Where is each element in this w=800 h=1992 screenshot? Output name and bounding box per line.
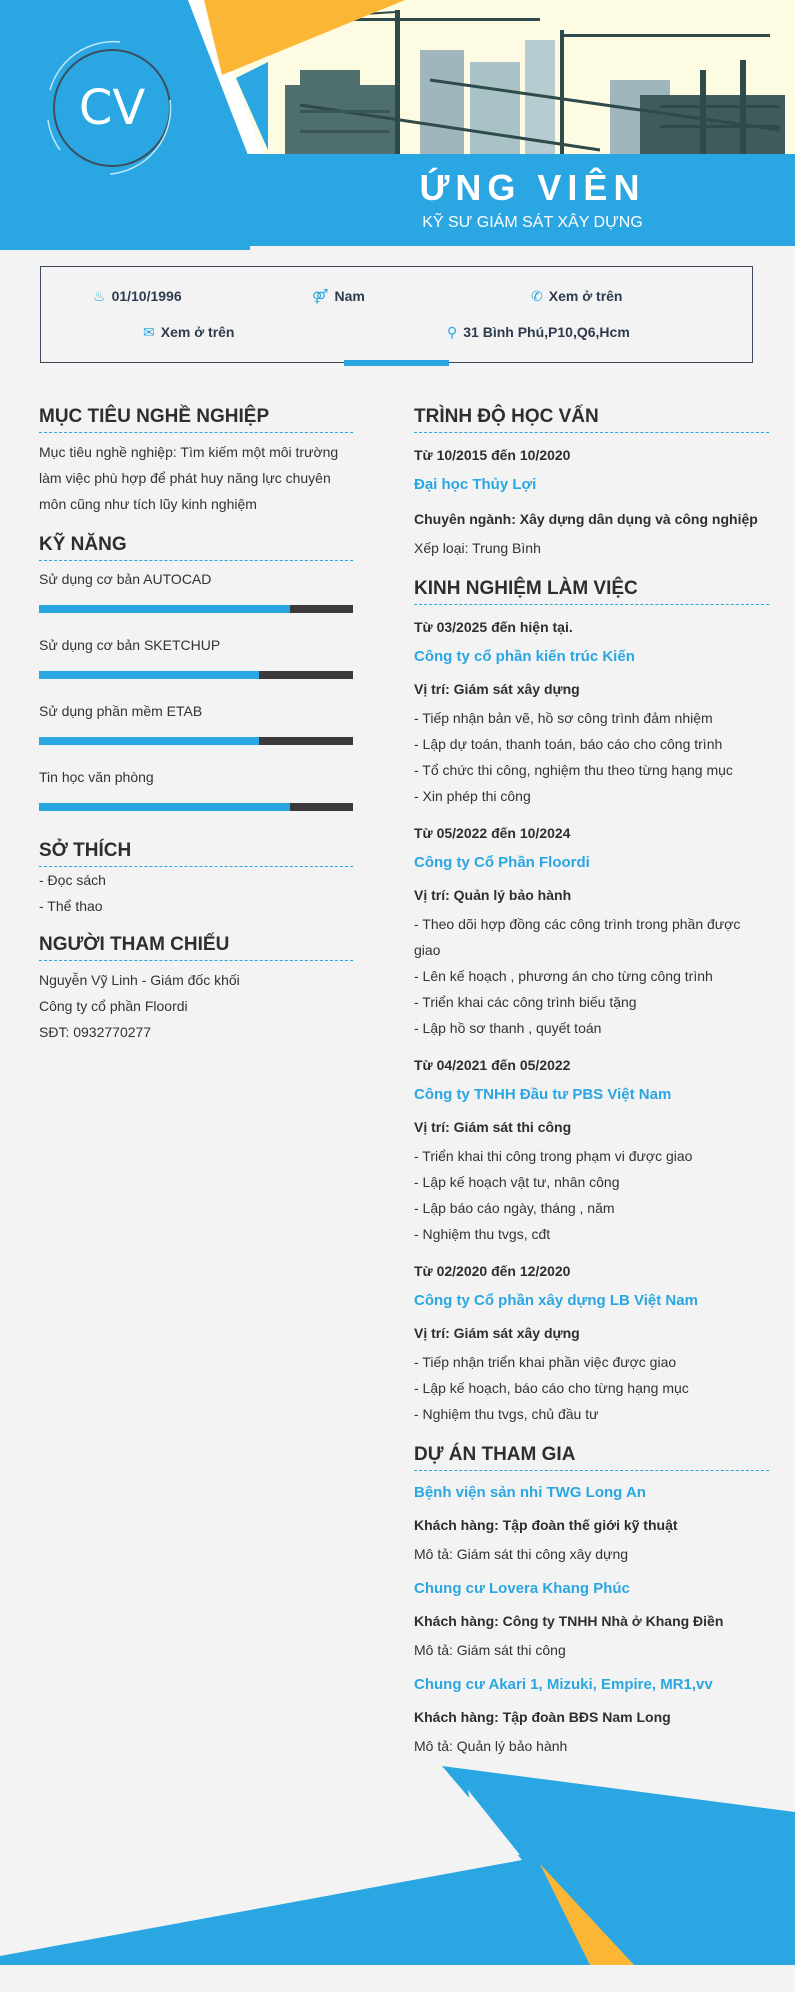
personal-info-box <box>40 266 753 363</box>
gender-value: Nam <box>334 288 365 304</box>
right-column <box>414 405 769 1759</box>
job-task: - Lên kế hoạch , phương án cho từng công trình <box>414 968 713 984</box>
skill-item <box>39 569 353 613</box>
project-entry <box>414 1675 769 1759</box>
skill-bar <box>39 605 353 613</box>
projects-list <box>414 1483 769 1759</box>
project-client: Khách hàng: Công ty TNHH Nhà ở Khang Điền <box>414 1613 724 1629</box>
job-period: Từ 05/2022 đến 10/2024 <box>414 825 571 841</box>
birthday-cake-icon: ♨ <box>93 288 106 304</box>
skill-bar-fill <box>39 671 259 679</box>
section-title-education: TRÌNH ĐỘ HỌC VẤN <box>414 405 769 433</box>
job-position: Vị trí: Giám sát thi công <box>414 1119 572 1135</box>
job-position: Vị trí: Giám sát xây dựng <box>414 681 580 697</box>
job-entry <box>414 1055 769 1247</box>
job-task: - Theo dõi hợp đồng các công trình trong phần được giao <box>414 916 741 958</box>
job-task: - Nghiệm thu tvgs, chủ đầu tư <box>414 1406 599 1422</box>
email-info <box>143 323 235 341</box>
skill-name: Sử dụng phần mềm ETAB <box>39 703 203 719</box>
skill-name: Sử dụng cơ bản AUTOCAD <box>39 571 212 587</box>
hobby-item: - Thể thao <box>39 898 103 914</box>
section-title-references: NGƯỜI THAM CHIẾU <box>39 933 353 961</box>
job-tasks <box>414 911 769 1041</box>
skills-list <box>39 569 353 811</box>
hobbies-section <box>39 839 353 919</box>
project-client: Khách hàng: Tập đoàn BĐS Nam Long <box>414 1709 671 1725</box>
education-school: Đại học Thủy Lợi <box>414 476 537 493</box>
skill-bar-fill <box>39 737 259 745</box>
email-value: Xem ở trên <box>160 324 235 340</box>
skill-bar-fill <box>39 803 290 811</box>
left-column <box>39 405 353 1045</box>
reference-line: SĐT: 0932770277 <box>39 1024 152 1040</box>
project-entry <box>414 1579 769 1663</box>
envelope-icon: ✉ <box>143 324 155 340</box>
job-company: Công ty TNHH Đầu tư PBS Việt Nam <box>414 1086 672 1103</box>
skills-section <box>39 533 353 811</box>
skill-name: Sử dụng cơ bản SKETCHUP <box>39 637 221 653</box>
cv-logo: CV <box>78 80 146 136</box>
projects-section <box>414 1443 769 1759</box>
map-marker-icon: ⚲ <box>447 324 458 340</box>
phone-icon: ✆ <box>531 288 543 304</box>
project-desc: Mô tả: Giám sát thi công xây dựng <box>414 1546 629 1562</box>
address-info <box>447 323 630 341</box>
job-period: Từ 03/2025 đến hiện tại. <box>414 619 573 635</box>
experience-section <box>414 577 769 1427</box>
skill-bar-fill <box>39 605 290 613</box>
job-task: - Tổ chức thi công, nghiệm thu theo từng hạng mục <box>414 762 733 778</box>
objective-section <box>39 405 353 517</box>
references-list <box>39 967 353 1045</box>
phone-info <box>531 287 623 305</box>
project-name: Bệnh viện sản nhi TWG Long An <box>414 1484 646 1501</box>
job-position: Vị trí: Giám sát xây dựng <box>414 1325 580 1341</box>
job-entry <box>414 1261 769 1427</box>
job-task: - Lập kế hoạch vật tư, nhân công <box>414 1174 620 1190</box>
project-desc: Mô tả: Quản lý bảo hành <box>414 1738 568 1754</box>
job-title: KỸ SƯ GIÁM SÁT XÂY DỰNG <box>422 214 643 231</box>
gender-info <box>312 287 365 305</box>
hobby-item: - Đọc sách <box>39 872 106 888</box>
job-period: Từ 02/2020 đến 12/2020 <box>414 1263 571 1279</box>
project-client: Khách hàng: Tập đoàn thế giới kỹ thuật <box>414 1517 678 1533</box>
job-task: - Lập kế hoạch, báo cáo cho từng hạng mục <box>414 1380 689 1396</box>
project-name: Chung cư Lovera Khang Phúc <box>414 1580 630 1597</box>
header <box>0 0 795 250</box>
project-entry <box>414 1483 769 1567</box>
education-period: Từ 10/2015 đến 10/2020 <box>414 447 571 463</box>
job-entry <box>414 617 769 809</box>
skill-bar <box>39 803 353 811</box>
skill-bar <box>39 671 353 679</box>
job-tasks <box>414 1143 769 1247</box>
job-task: - Triển khai thi công trong phạm vi được giao <box>414 1148 693 1164</box>
job-tasks <box>414 1349 769 1427</box>
skill-item <box>39 767 353 811</box>
skill-name: Tin học văn phòng <box>39 769 154 785</box>
job-position: Vị trí: Quản lý bảo hành <box>414 887 572 903</box>
jobs-list <box>414 617 769 1427</box>
skill-item <box>39 701 353 745</box>
section-title-experience: KINH NGHIỆM LÀM VIỆC <box>414 577 769 605</box>
birthday-value: 01/10/1996 <box>111 288 182 304</box>
section-title-skills: KỸ NĂNG <box>39 533 353 561</box>
job-entry <box>414 823 769 1041</box>
footer-shapes <box>0 1760 795 1992</box>
job-task: - Triển khai các công trình biếu tặng <box>414 994 637 1010</box>
section-title-projects: DỰ ÁN THAM GIA <box>414 1443 769 1471</box>
footer-graphic <box>0 1760 795 1992</box>
project-name: Chung cư Akari 1, Mizuki, Empire, MR1,vv <box>414 1676 713 1693</box>
reference-line: Nguyễn Vỹ Linh - Giám đốc khối <box>39 972 240 988</box>
birthday-info <box>93 287 182 305</box>
job-task: - Lập dự toán, thanh toán, báo cáo cho công trình <box>414 736 723 752</box>
education-major: Chuyên ngành: Xây dựng dân dụng và công nghiệp <box>414 511 758 527</box>
skill-bar <box>39 737 353 745</box>
skill-item <box>39 635 353 679</box>
gender-icon: ⚤ <box>312 288 329 304</box>
job-task: - Nghiệm thu tvgs, cđt <box>414 1226 551 1242</box>
job-task: - Xin phép thi công <box>414 788 531 804</box>
job-company: Công ty Cổ Phần Floordi <box>414 854 590 871</box>
job-company: Công ty cổ phần kiến trúc Kiến <box>414 648 635 665</box>
job-task: - Lập báo cáo ngày, tháng , năm <box>414 1200 615 1216</box>
phone-value: Xem ở trên <box>548 288 623 304</box>
references-section <box>39 933 353 1045</box>
address-value: 31 Bình Phú,P10,Q6,Hcm <box>463 324 630 340</box>
section-title-objective: MỤC TIÊU NGHỀ NGHIỆP <box>39 405 353 433</box>
job-company: Công ty Cổ phần xây dựng LB Việt Nam <box>414 1292 698 1309</box>
hobbies-list <box>39 867 353 919</box>
project-desc: Mô tả: Giám sát thi công <box>414 1642 566 1658</box>
education-grade: Xếp loại: Trung Bình <box>414 540 541 556</box>
job-tasks <box>414 705 769 809</box>
job-period: Từ 04/2021 đến 05/2022 <box>414 1057 571 1073</box>
job-task: - Tiếp nhận triển khai phần việc được giao <box>414 1354 677 1370</box>
objective-text: Mục tiêu nghề nghiệp: Tìm kiếm một môi trường làm việc phù hợp để phát huy năng lực chuyên môn cũng như tích lũy kinh nghiệm <box>39 444 339 512</box>
candidate-name: ỨNG VIÊN <box>419 167 646 208</box>
reference-line: Công ty cổ phần Floordi <box>39 998 188 1014</box>
section-title-hobbies: SỞ THÍCH <box>39 839 353 867</box>
job-task: - Tiếp nhận bản vẽ, hồ sơ công trình đảm nhiệm <box>414 710 713 726</box>
job-task: - Lập hồ sơ thanh , quyết toán <box>414 1020 602 1036</box>
education-section <box>414 405 769 561</box>
info-accent-bar <box>344 360 449 366</box>
